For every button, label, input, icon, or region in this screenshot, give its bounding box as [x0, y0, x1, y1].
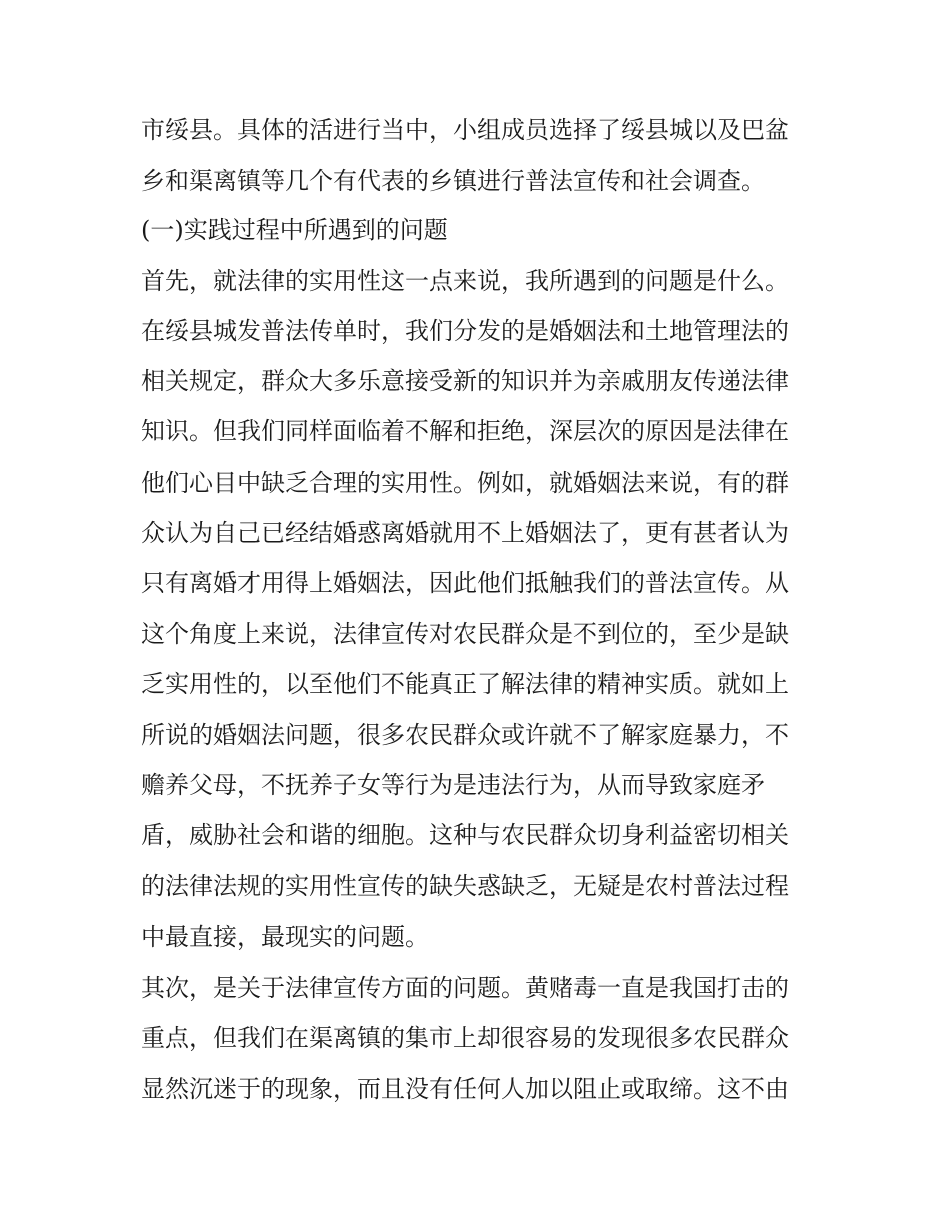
text-line: 中最直接，最现实的问题。 [141, 923, 429, 951]
text-line: 这个角度上来说，法律宣传对农民群众是不到位的，至少是缺 [141, 620, 789, 648]
text-line: 赡养父母，不抚养子女等行为是违法行为，从而导致家庭矛 [141, 771, 765, 799]
text-line: 其次，是关于法律宣传方面的问题。黄赌毒一直是我国打击的 [141, 974, 789, 1002]
text-line: 相关规定，群众大多乐意接受新的知识并为亲戚朋友传递法律 [141, 367, 789, 395]
section-heading: (一)实践过程中所遇到的问题 [141, 216, 448, 244]
text-line: 首先，就法律的实用性这一点来说，我所遇到的问题是什么。 [141, 267, 789, 295]
text-line: 重点，但我们在渠离镇的集市上却很容易的发现很多农民群众 [141, 1024, 789, 1052]
text-line: 所说的婚姻法问题，很多农民群众或许就不了解家庭暴力，不 [141, 721, 789, 749]
text-line: 只有离婚才用得上婚姻法，因此他们抵触我们的普法宣传。从 [141, 569, 789, 597]
text-line: 他们心目中缺乏合理的实用性。例如，就婚姻法来说，有的群 [141, 469, 789, 497]
text-line: 众认为自己已经结婚惑离婚就用不上婚姻法了，更有甚者认为 [141, 519, 789, 547]
text-line: 知识。但我们同样面临着不解和拒绝，深层次的原因是法律在 [141, 417, 789, 445]
text-line: 显然沉迷于的现象，而且没有任何人加以阻止或取缔。这不由 [141, 1075, 789, 1103]
text-line: 乡和渠离镇等几个有代表的乡镇进行普法宣传和社会调查。 [141, 167, 765, 195]
text-line: 在绥县城发普法传单时，我们分发的是婚姻法和土地管理法的 [141, 317, 789, 345]
text-line: 市绥县。具体的活进行当中，小组成员选择了绥县城以及巴盆 [141, 116, 789, 144]
text-line: 乏实用性的，以至他们不能真正了解法律的精神实质。就如上 [141, 670, 789, 698]
text-line: 的法律法规的实用性宣传的缺失惑缺乏，无疑是农村普法过程 [141, 872, 789, 900]
text-line: 盾，威胁社会和谐的细胞。这种与农民群众切身利益密切相关 [141, 821, 789, 849]
